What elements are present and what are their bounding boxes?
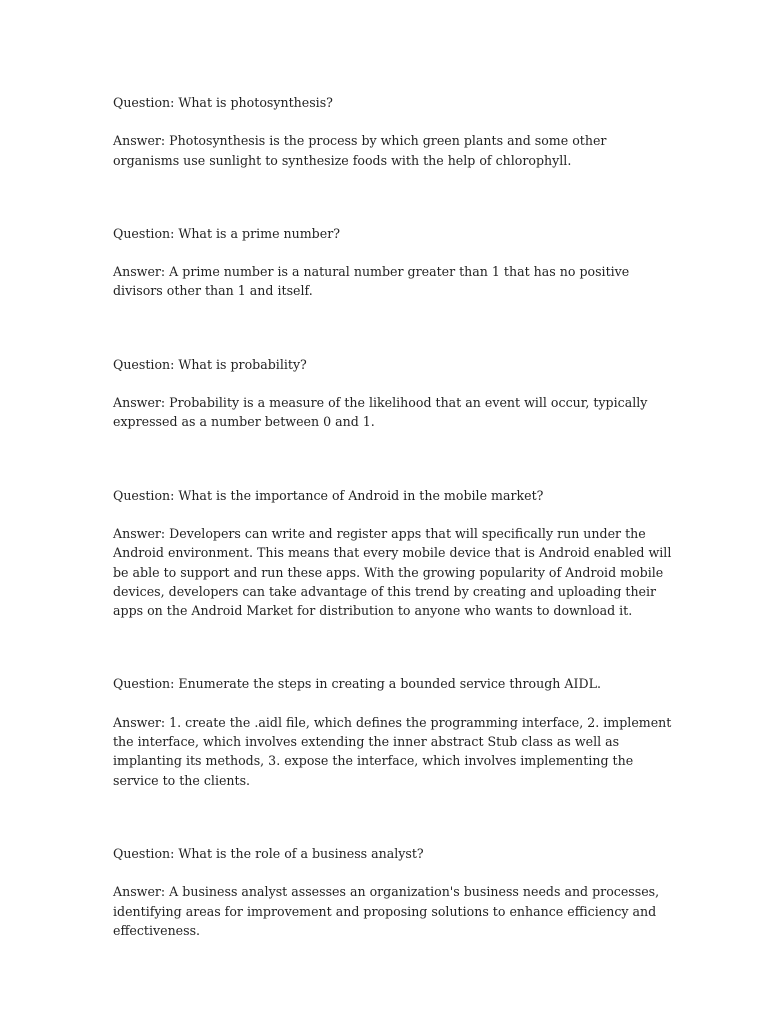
- qa-item-probability: [113, 355, 673, 432]
- question-text: Question: Enumerate the steps in creating a bounded service through AIDL.: [113, 676, 601, 692]
- answer-text: Answer: Developers can write and register apps that will specifically run under the Android environment. This means that every mobile device that is Android enabled will be able to support and run these apps. With the growing popularity of Android mobile devices, developers can take advantage of this trend by creating and uploading their apps on the Android Market for distribution to anyone who wants to download it.: [113, 525, 672, 619]
- qa-item-prime-number: [113, 224, 673, 301]
- question-text: Question: What is the role of a business analyst?: [113, 845, 424, 861]
- answer-text: Answer: 1. create the .aidl file, which defines the programming interface, 2. implement the interface, which involves extending the inner abstract Stub class as well as implanting its methods, 3. expose the interface, which involves implementing the service to the clients.: [113, 714, 672, 788]
- qa-item-photosynthesis: [113, 93, 673, 170]
- question-text: Question: What is photosynthesis?: [113, 95, 333, 110]
- answer-text: Answer: Photosynthesis is the process by which green plants and some other organisms use sunlight to synthesize foods with the help of chlorophyll.: [113, 133, 607, 168]
- answer-text: Answer: A prime number is a natural number greater than 1 that has no positive divisors other than 1 and itself.: [113, 264, 630, 299]
- qa-item-business-analyst: [113, 844, 673, 940]
- question-text: Question: What is a prime number?: [113, 225, 340, 241]
- qa-item-aidl: [113, 674, 673, 789]
- qa-item-android: [113, 486, 673, 621]
- answer-text: Answer: A business analyst assesses an organization's business needs and processes, identifying areas for improvement and proposing solutions to enhance efficiency and effectiveness.: [113, 884, 660, 938]
- answer-text: Answer: Probability is a measure of the likelihood that an event will occur, typically expressed as a number between 0 and 1.: [113, 395, 648, 430]
- question-text: Question: What is probability?: [113, 356, 307, 372]
- document-page: [113, 93, 673, 940]
- question-text: Question: What is the importance of Android in the mobile market?: [113, 487, 544, 503]
